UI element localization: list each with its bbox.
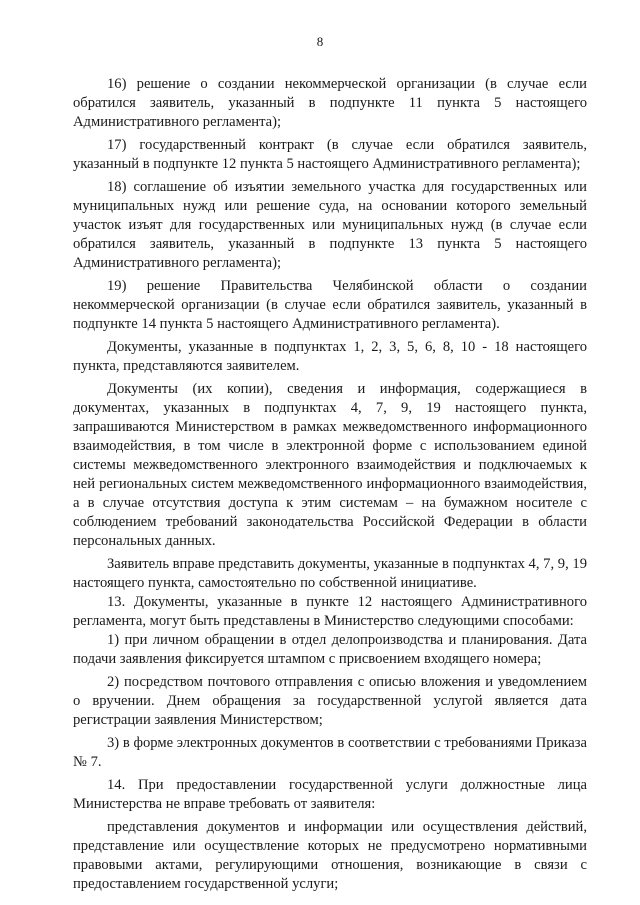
paragraph-applicant-right: Заявитель вправе представить документы, указанные в подпунктах 4, 7, 9, 19 настоящего пункта, самостоятельно по собственной инициативе.	[73, 556, 587, 591]
paragraph-prohibition-1: представления документов и информации или осуществления действий, представление или осуществление которых не предусмотрено нормативными правовыми актами, регулирующими отношения, возникающие в связи с предоставлением государственной услуги;	[73, 819, 587, 892]
paragraph-clause-14: 14. При предоставлении государственной услуги должностные лица Министерства не вправе требовать от заявителя:	[73, 777, 587, 812]
document-body	[73, 75, 587, 894]
paragraph-item-16: 16) решение о создании некоммерческой организации (в случае если обратился заявитель, указанный в подпункте 11 пункта 5 настоящего Административного регламента);	[73, 76, 587, 130]
paragraph-item-18: 18) соглашение об изъятии земельного участка для государственных или муниципальных нужд или решение суда, на основании которого земельный участок изъят для государственных или муниципальных нужд (в случае если обратился заявитель, указанный в подпункте 13 пункта 5 настоящего Административного регламента);	[73, 179, 587, 271]
paragraph-clause-13: 13. Документы, указанные в пункте 12 настоящего Административного регламента, могут быть представлены в Министерство следующими способами:	[73, 594, 587, 629]
paragraph-documents-by-applicant: Документы, указанные в подпунктах 1, 2, 3, 5, 6, 8, 10 - 18 настоящего пункта, представляются заявителем.	[73, 339, 587, 374]
paragraph-interagency-requests: Документы (их копии), сведения и информация, содержащиеся в документах, указанных в подпунктах 4, 7, 9, 19 настоящего пункта, запрашиваются Министерством в рамках межведомственного информационного взаимодействия, в том числе в электронной форме с использованием единой системы межведомственного электронного взаимодействия и подключаемых к ней региональных систем межведомственного информационного взаимодействия, а в случае отсутствия доступа к этим системам – на бумажном носителе с соблюдением требований законодательства Российской Федерации в области персональных данных.	[73, 381, 587, 549]
paragraph-item-17: 17) государственный контракт (в случае если обратился заявитель, указанный в подпункте 12 пункта 5 настоящего Административного регламента);	[73, 137, 587, 172]
paragraph-method-1: 1) при личном обращении в отдел делопроизводства и планирования. Дата подачи заявления фиксируется штампом с присвоением входящего номера;	[73, 632, 587, 667]
paragraph-method-3: 3) в форме электронных документов в соответствии с требованиями Приказа № 7.	[73, 735, 587, 770]
paragraph-item-19: 19) решение Правительства Челябинской области о создании некоммерческой организации (в случае если обратился заявитель, указанный в подпункте 14 пункта 5 настоящего Административного регламента).	[73, 278, 587, 332]
page-number: 8	[316, 34, 324, 49]
paragraph-method-2: 2) посредством почтового отправления с описью вложения и уведомлением о вручении. Днем обращения за государственной услугой является дата регистрации заявления Министерством;	[73, 674, 587, 728]
